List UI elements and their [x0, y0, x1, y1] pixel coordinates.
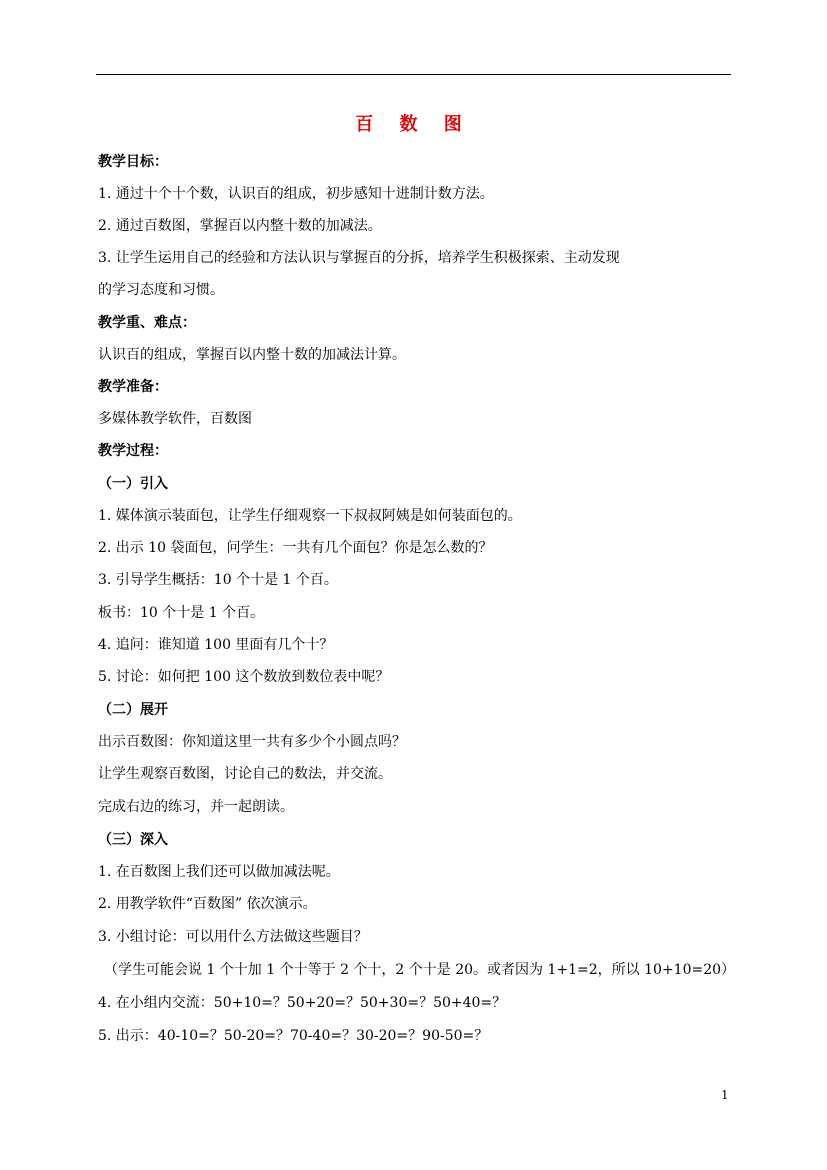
body-paragraph: 4. 追问：谁知道 100 里面有几个十？	[98, 637, 334, 653]
section-heading: 教学目标：	[98, 154, 168, 170]
body-paragraph: 完成右边的练习，并一起朗读。	[98, 799, 294, 815]
section-heading: 教学准备：	[98, 379, 168, 395]
body-paragraph: 出示百数图：你知道这里一共有多少个小圆点吗？	[98, 734, 406, 750]
body-paragraph: 5. 出示：40-10=？50-20=？70-40=？30-20=？90-50=？	[98, 1028, 489, 1044]
body-paragraph: 3. 引导学生概括：10 个十是 1 个百。	[98, 572, 338, 588]
page-number: 1	[721, 1088, 729, 1102]
body-paragraph: 4. 在小组内交流：50+10=？50+20=？50+30=？50+40=？	[98, 995, 507, 1011]
body-paragraph: 3. 小组讨论：可以用什么方法做这些题目？	[98, 929, 368, 945]
section-heading: （三）深入	[98, 832, 168, 848]
body-paragraph: 2. 出示 10 袋面包，问学生：一共有几个面包？你是怎么数的？	[98, 540, 493, 556]
body-paragraph: 板书：10 个十是 1 个百。	[98, 605, 265, 621]
section-heading: 教学重、难点：	[98, 315, 196, 331]
body-paragraph: 5. 讨论：如何把 100 这个数放到数位表中呢？	[98, 669, 390, 685]
document-title: 百 数 图	[355, 114, 472, 135]
body-paragraph: 2. 用教学软件“百数图” 依次演示。	[98, 896, 317, 912]
body-paragraph: 1. 在百数图上我们还可以做加减法呢。	[98, 864, 340, 880]
body-paragraph: 3. 让学生运用自己的经验和方法认识与掌握百的分拆，培养学生积极探索、主动发现	[98, 250, 620, 266]
header-rule	[96, 74, 731, 75]
body-paragraph: 多媒体教学软件，百数图	[98, 411, 252, 427]
body-paragraph: 让学生观察百数图，讨论自己的数法，并交流。	[98, 766, 392, 782]
section-heading: （二）展开	[98, 702, 168, 718]
body-paragraph: 1. 媒体演示装面包，让学生仔细观察一下叔叔阿姨是如何装面包的。	[98, 508, 522, 524]
body-paragraph: 1. 通过十个十个数，认识百的组成，初步感知十进制计数方法。	[98, 186, 494, 202]
section-heading: 教学过程：	[98, 443, 168, 459]
body-paragraph: 认识百的组成，掌握百以内整十数的加减法计算。	[98, 347, 406, 363]
body-paragraph: 2. 通过百数图，掌握百以内整十数的加减法。	[98, 218, 382, 234]
section-heading: （一）引入	[98, 476, 168, 492]
body-paragraph: （学生可能会说 1 个十加 1 个十等于 2 个十，2 个十是 20。或者因为 1+1=2，所以 10+10=20）	[104, 962, 736, 978]
body-paragraph: 的学习态度和习惯。	[98, 282, 224, 298]
